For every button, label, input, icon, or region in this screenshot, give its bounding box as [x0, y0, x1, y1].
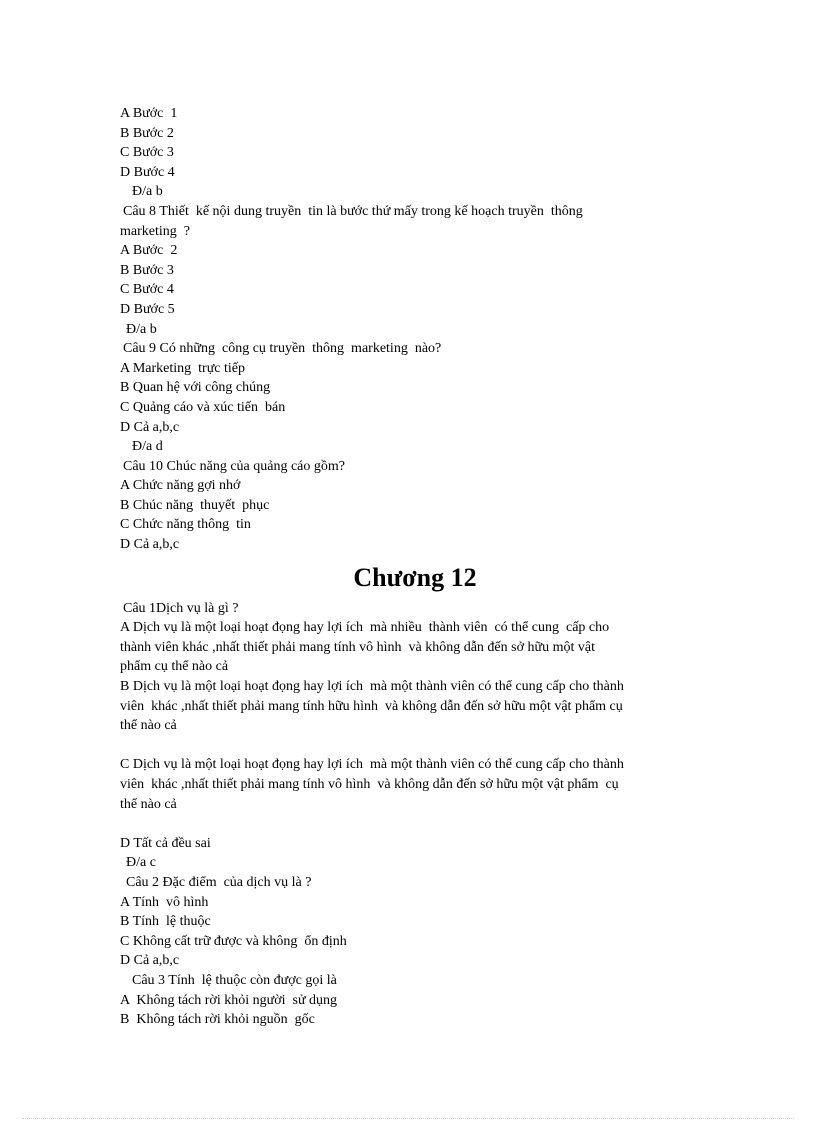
text-line: B Chúc năng thuyết phục — [120, 497, 270, 513]
text-line: B Bước 2 — [120, 125, 174, 141]
text-line: phẩm cụ thể nào cả — [120, 659, 229, 675]
text-line: D Bước 5 — [120, 301, 175, 317]
text-line: C Không cất trữ được và không ổn định — [120, 933, 347, 949]
text-line: viên khác ,nhất thiết phải mang tính hữu hình và không dẫn đến sở hữu một vật phẩm cụ — [120, 698, 623, 714]
text-line: Câu 1Dịch vụ là gì ? — [123, 600, 239, 616]
text-line: A Dịch vụ là một loại hoạt đọng hay lợi ích mà nhiều thành viên có thể cung cấp cho — [120, 620, 610, 636]
text-line: D Tất cả đều sai — [120, 835, 211, 851]
text-line: D Cả a,b,c — [120, 537, 180, 553]
text-line: Đ/a d — [132, 439, 163, 455]
text-line: D Cả a,b,c — [120, 953, 180, 969]
text-line: A Không tách rời khỏi người sử dụng — [120, 992, 338, 1008]
text-line: viên khác ,nhất thiết phải mang tính vô hình và không dẫn đến sở hữu một vật phẩm cụ — [120, 777, 619, 792]
text-line: Đ/a b — [132, 184, 163, 200]
text-line: A Bước 2 — [120, 243, 178, 259]
text-line: Đ/a c — [126, 855, 156, 871]
text-line: D Cả a,b,c — [120, 419, 180, 435]
text-line: thể nào cả — [120, 718, 177, 734]
text-line: C Bước 4 — [120, 282, 174, 298]
page-bottom-border — [22, 1118, 794, 1119]
text-line: A Tính vô hình — [120, 894, 209, 910]
text-line: Câu 10 Chúc năng của quảng cáo gồm? — [123, 458, 345, 474]
text-line: B Quan hệ với công chúng — [120, 380, 271, 396]
text-line: Câu 8 Thiết kế nội dung truyền tin là bước thứ mấy trong kế hoạch truyền thông — [123, 203, 583, 219]
chapter-title: Chương 12 — [353, 562, 477, 592]
text-line: B Bước 3 — [120, 262, 174, 278]
text-line: thành viên khác ,nhất thiết phải mang tính vô hình và không dẫn đến sở hữu một vật — [120, 639, 595, 655]
text-line: C Chức năng thông tin — [120, 517, 251, 533]
text-line: B Không tách rời khỏi nguồn gốc — [120, 1012, 315, 1028]
blank-line — [120, 814, 710, 834]
chapter-12-questions — [120, 599, 710, 1030]
text-line: B Tính lệ thuộc — [120, 914, 211, 930]
text-line: C Dịch vụ là một loại hoạt đọng hay lợi ích mà một thành viên có thể cung cấp cho thành — [120, 757, 624, 773]
text-line: A Chức năng gợi nhớ — [120, 478, 241, 494]
text-line: marketing ? — [120, 223, 190, 239]
text-line: Câu 2 Đặc điểm của dịch vụ là ? — [126, 874, 312, 890]
text-line: Câu 9 Có những công cụ truyền thông marketing nào? — [123, 341, 442, 357]
text-line: A Bước 1 — [120, 106, 178, 121]
document-body — [120, 104, 710, 1030]
blank-line — [120, 736, 710, 756]
text-line: C Bước 3 — [120, 145, 174, 161]
text-line: B Dịch vụ là một loại hoạt đọng hay lợi ích mà một thành viên có thể cung cấp cho thành — [120, 679, 624, 695]
chapter-11-questions — [120, 104, 710, 555]
text-line: C Quảng cáo và xúc tiến bán — [120, 399, 286, 415]
text-line: D Bước 4 — [120, 164, 175, 180]
text-line: A Marketing trực tiếp — [120, 360, 246, 376]
text-line: thể nào cả — [120, 796, 177, 812]
text-line: Đ/a b — [126, 321, 157, 337]
text-line: Câu 3 Tính lệ thuộc còn được gọi là — [132, 972, 337, 988]
